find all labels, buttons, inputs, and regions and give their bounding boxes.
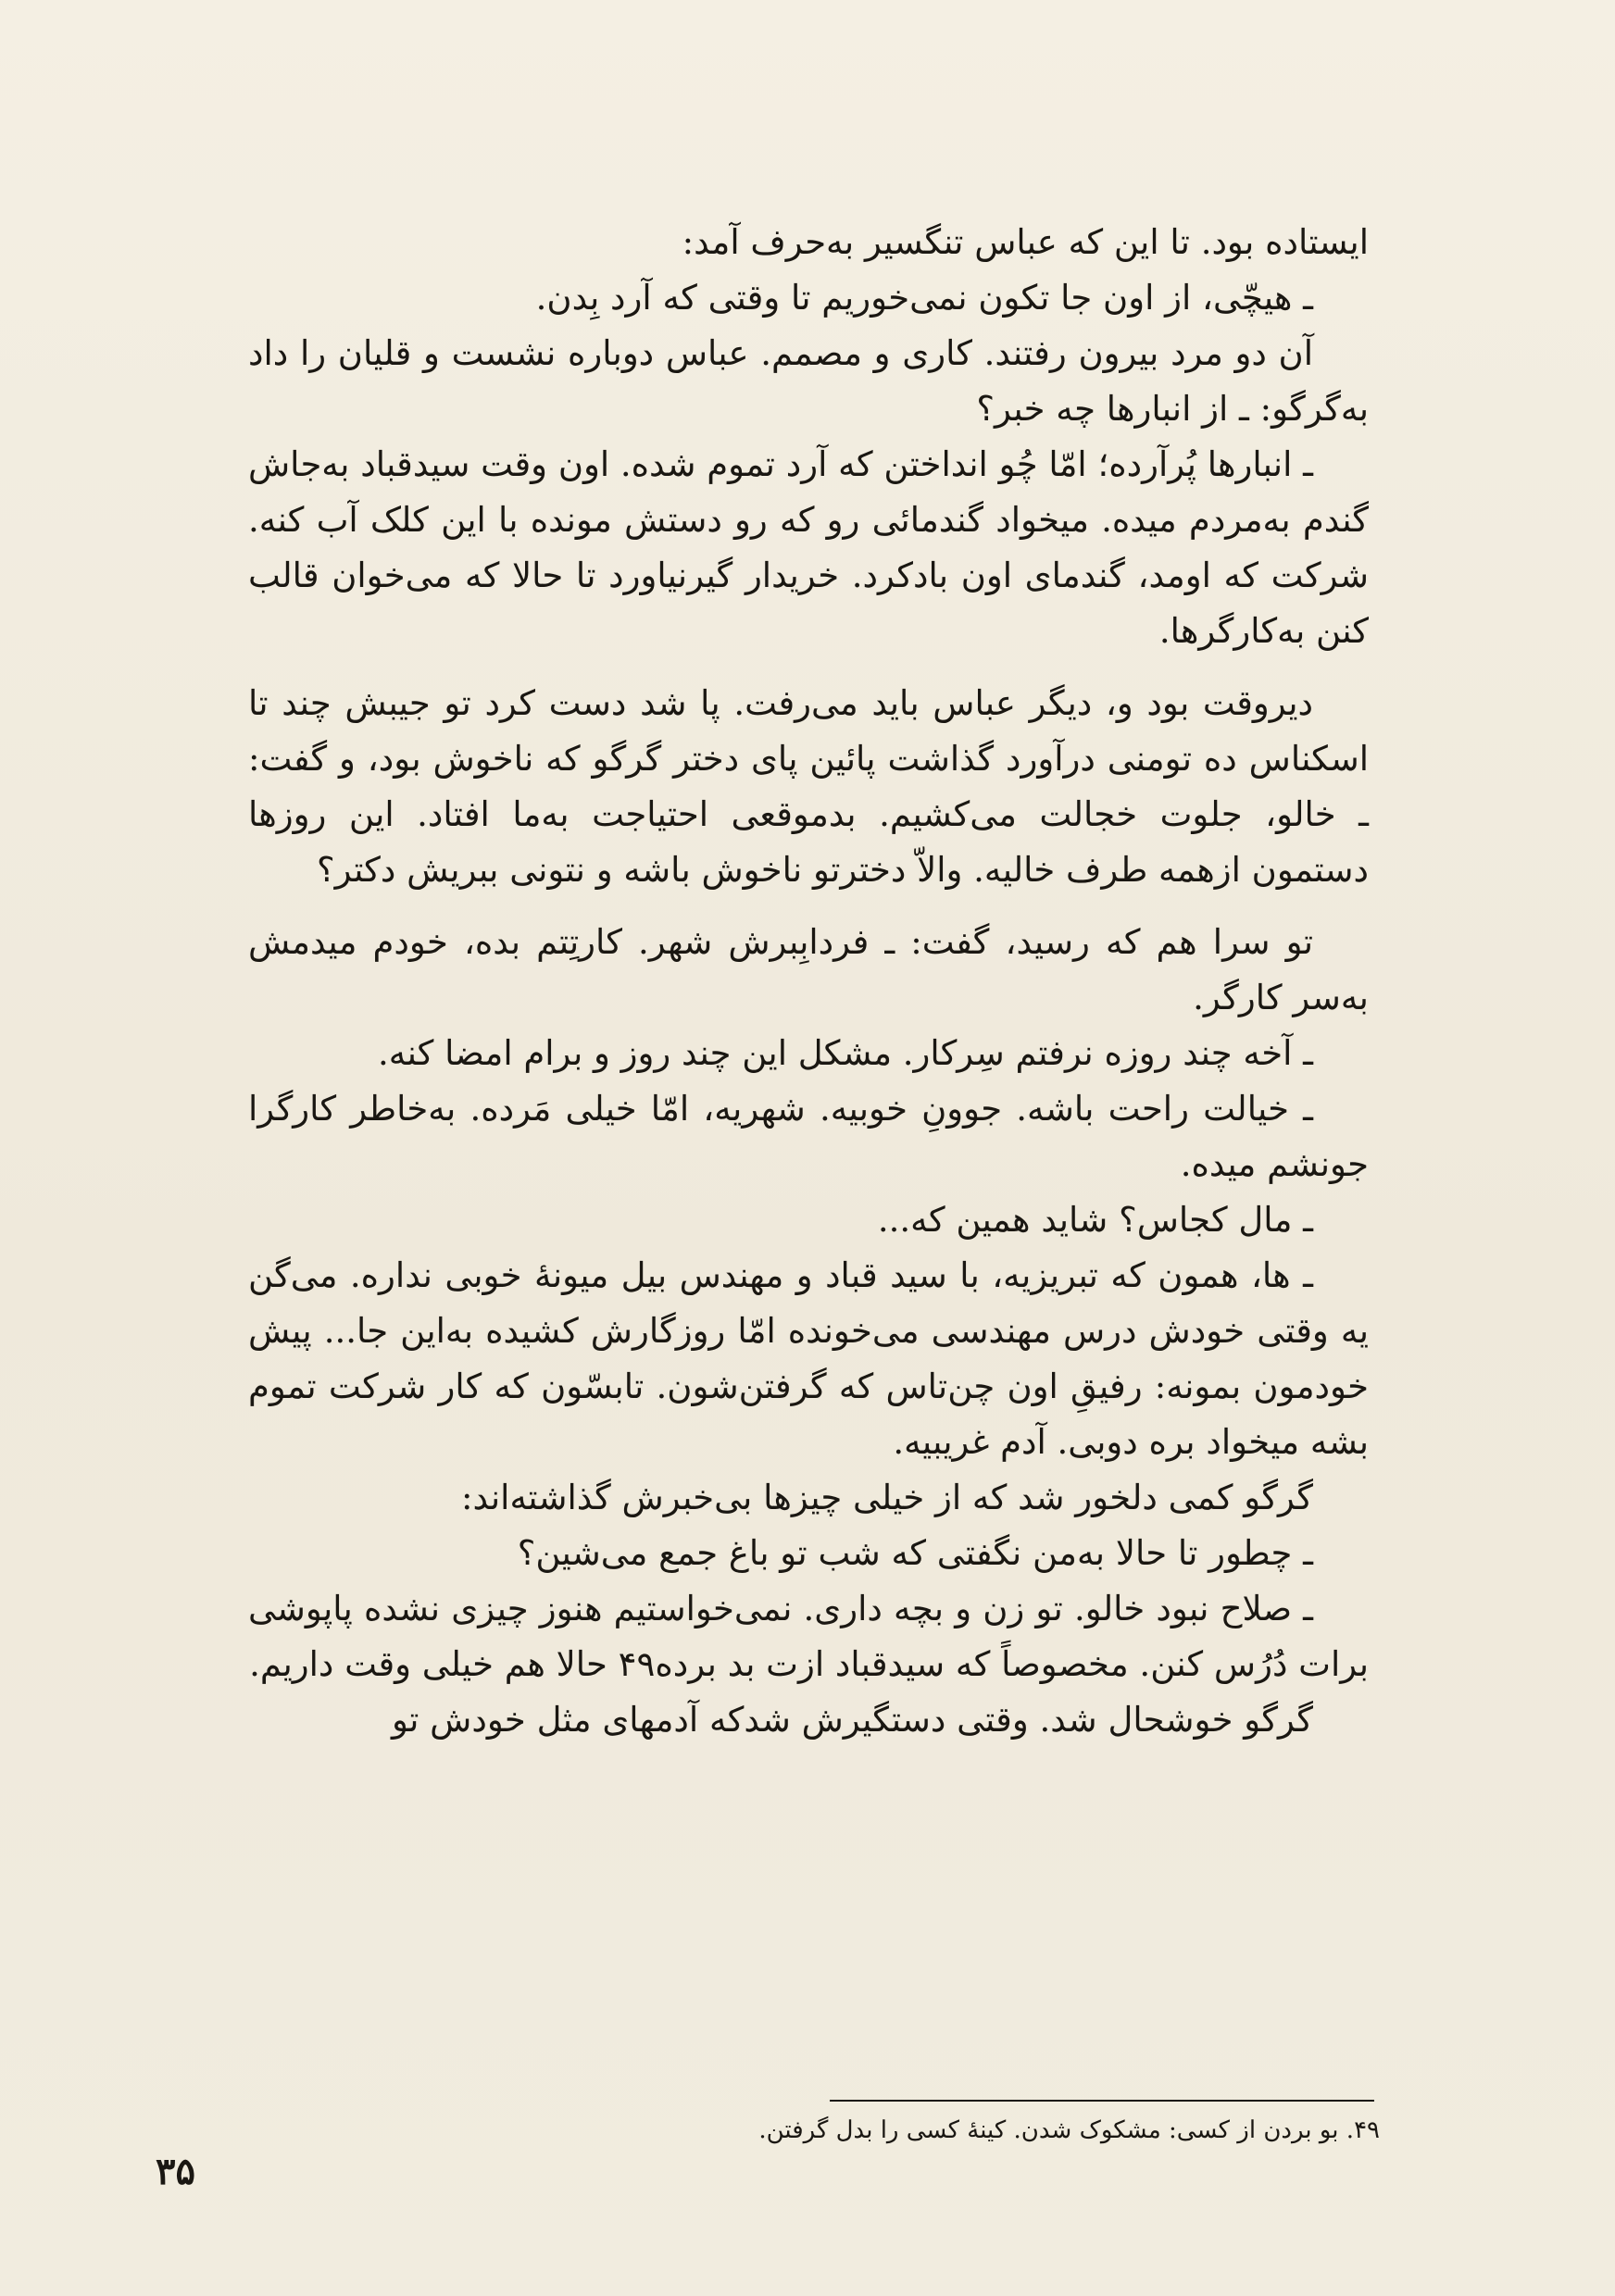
paragraph: گرگو کمی دلخور شد که از خیلی چیزها بی‌خبرش گذاشته‌اند:	[461, 1478, 1313, 1517]
footnote-rule	[830, 2100, 1374, 2102]
paragraph: ـ مال کجاس؟ شاید همین که...	[877, 1200, 1313, 1240]
footnote: ۴۹. بو بردن از کسی: مشکوک شدن. کینهٔ کسی را بدل گرفتن.	[758, 2116, 1380, 2144]
paragraph: ـ آخه چند روزه نرفتم سِرکار. مشکل این چند روز و برام امضا کنه.	[378, 1033, 1313, 1073]
paragraph: ـ چطور تا حالا به‌من نگفتی که شب تو باغ جمع می‌شین؟	[517, 1533, 1313, 1573]
paragraph: ـ صلاح نبود خالو. تو زن و بچه داری. نمی‌خواستیم هنوز چیزی نشده پاپوشی برات دُرُس کنن. مخصوصاً که سیدقباد ازت بد برده۴۹ حالا هم خیلی وقت داریم.	[248, 1589, 1369, 1684]
paragraph: ـ انبارها پُرآرده؛ امّا چُو انداختن که آرد تموم شده. اون وقت سیدقباد به‌جاش گندم به‌مردم میده. میخواد گندمائی رو که رو دستش مونده با این کلک آب کنه. شرکت که اومد، گندمای اون بادکرد. خریدار گیرنیاورد تا حالا که می‌خوان قالب کنن به‌کارگرها.	[248, 444, 1369, 651]
paragraph: آن دو مرد بیرون رفتند. کاری و مصمم. عباس دوباره نشست و قلیان را داد به‌گرگو: ـ از انبارها چه خبر؟	[248, 333, 1369, 429]
paragraph: ـ خیالت راحت باشه. جوونِ خوبیه. شهریه، امّا خیلی مَرده. به‌خاطر کارگرا جونشم میده.	[248, 1089, 1369, 1184]
paragraph: دیروقت بود و، دیگر عباس باید می‌رفت. پا شد دست کرد تو جیبش چند تا اسکناس ده تومنی درآورد گذاشت پائین پای دختر گرگو که ناخوش بود، و گفت: ـ خالو، جلوت خجالت می‌کشیم. بدموقعی احتیاجت به‌ما افتاد. این روزها دستمون ازهمه طرف خالیه. والاّ دخترتو ناخوش باشه و نتونی ببریش دکتر؟	[248, 683, 1369, 890]
paragraph: گرگو خوشحال شد. وقتی دستگیرش شدکه آدمهای مثل خودش تو	[392, 1700, 1313, 1740]
page-number: ۳۵	[156, 2150, 195, 2193]
body-text	[248, 215, 1369, 1748]
paragraph: ـ ها، همون که تبریزیه، با سید قباد و مهندس بیل میونهٔ خوبی نداره. می‌گن یه وقتی خودش درس مهندسی می‌خونده امّا روزگارش کشیده به‌این جا... پیش خودمون بمونه: رفیقِ اون چن‌تاس که گرفتن‌شون. تابسّون که کار شرکت تموم بشه میخواد بره دوبی. آدم غریبیه.	[248, 1255, 1369, 1462]
paragraph: ایستاده بود. تا این که عباس تنگسیر به‌حرف آمد:	[682, 222, 1369, 262]
paragraph: ـ هیچّی، از اون جا تکون نمی‌خوریم تا وقتی که آرد بِدن.	[535, 278, 1313, 318]
paragraph: تو سرا هم که رسید، گفت: ـ فردابِبرش شهر. کارتِتم بده، خودم میدمش به‌سر کارگر.	[248, 922, 1369, 1017]
